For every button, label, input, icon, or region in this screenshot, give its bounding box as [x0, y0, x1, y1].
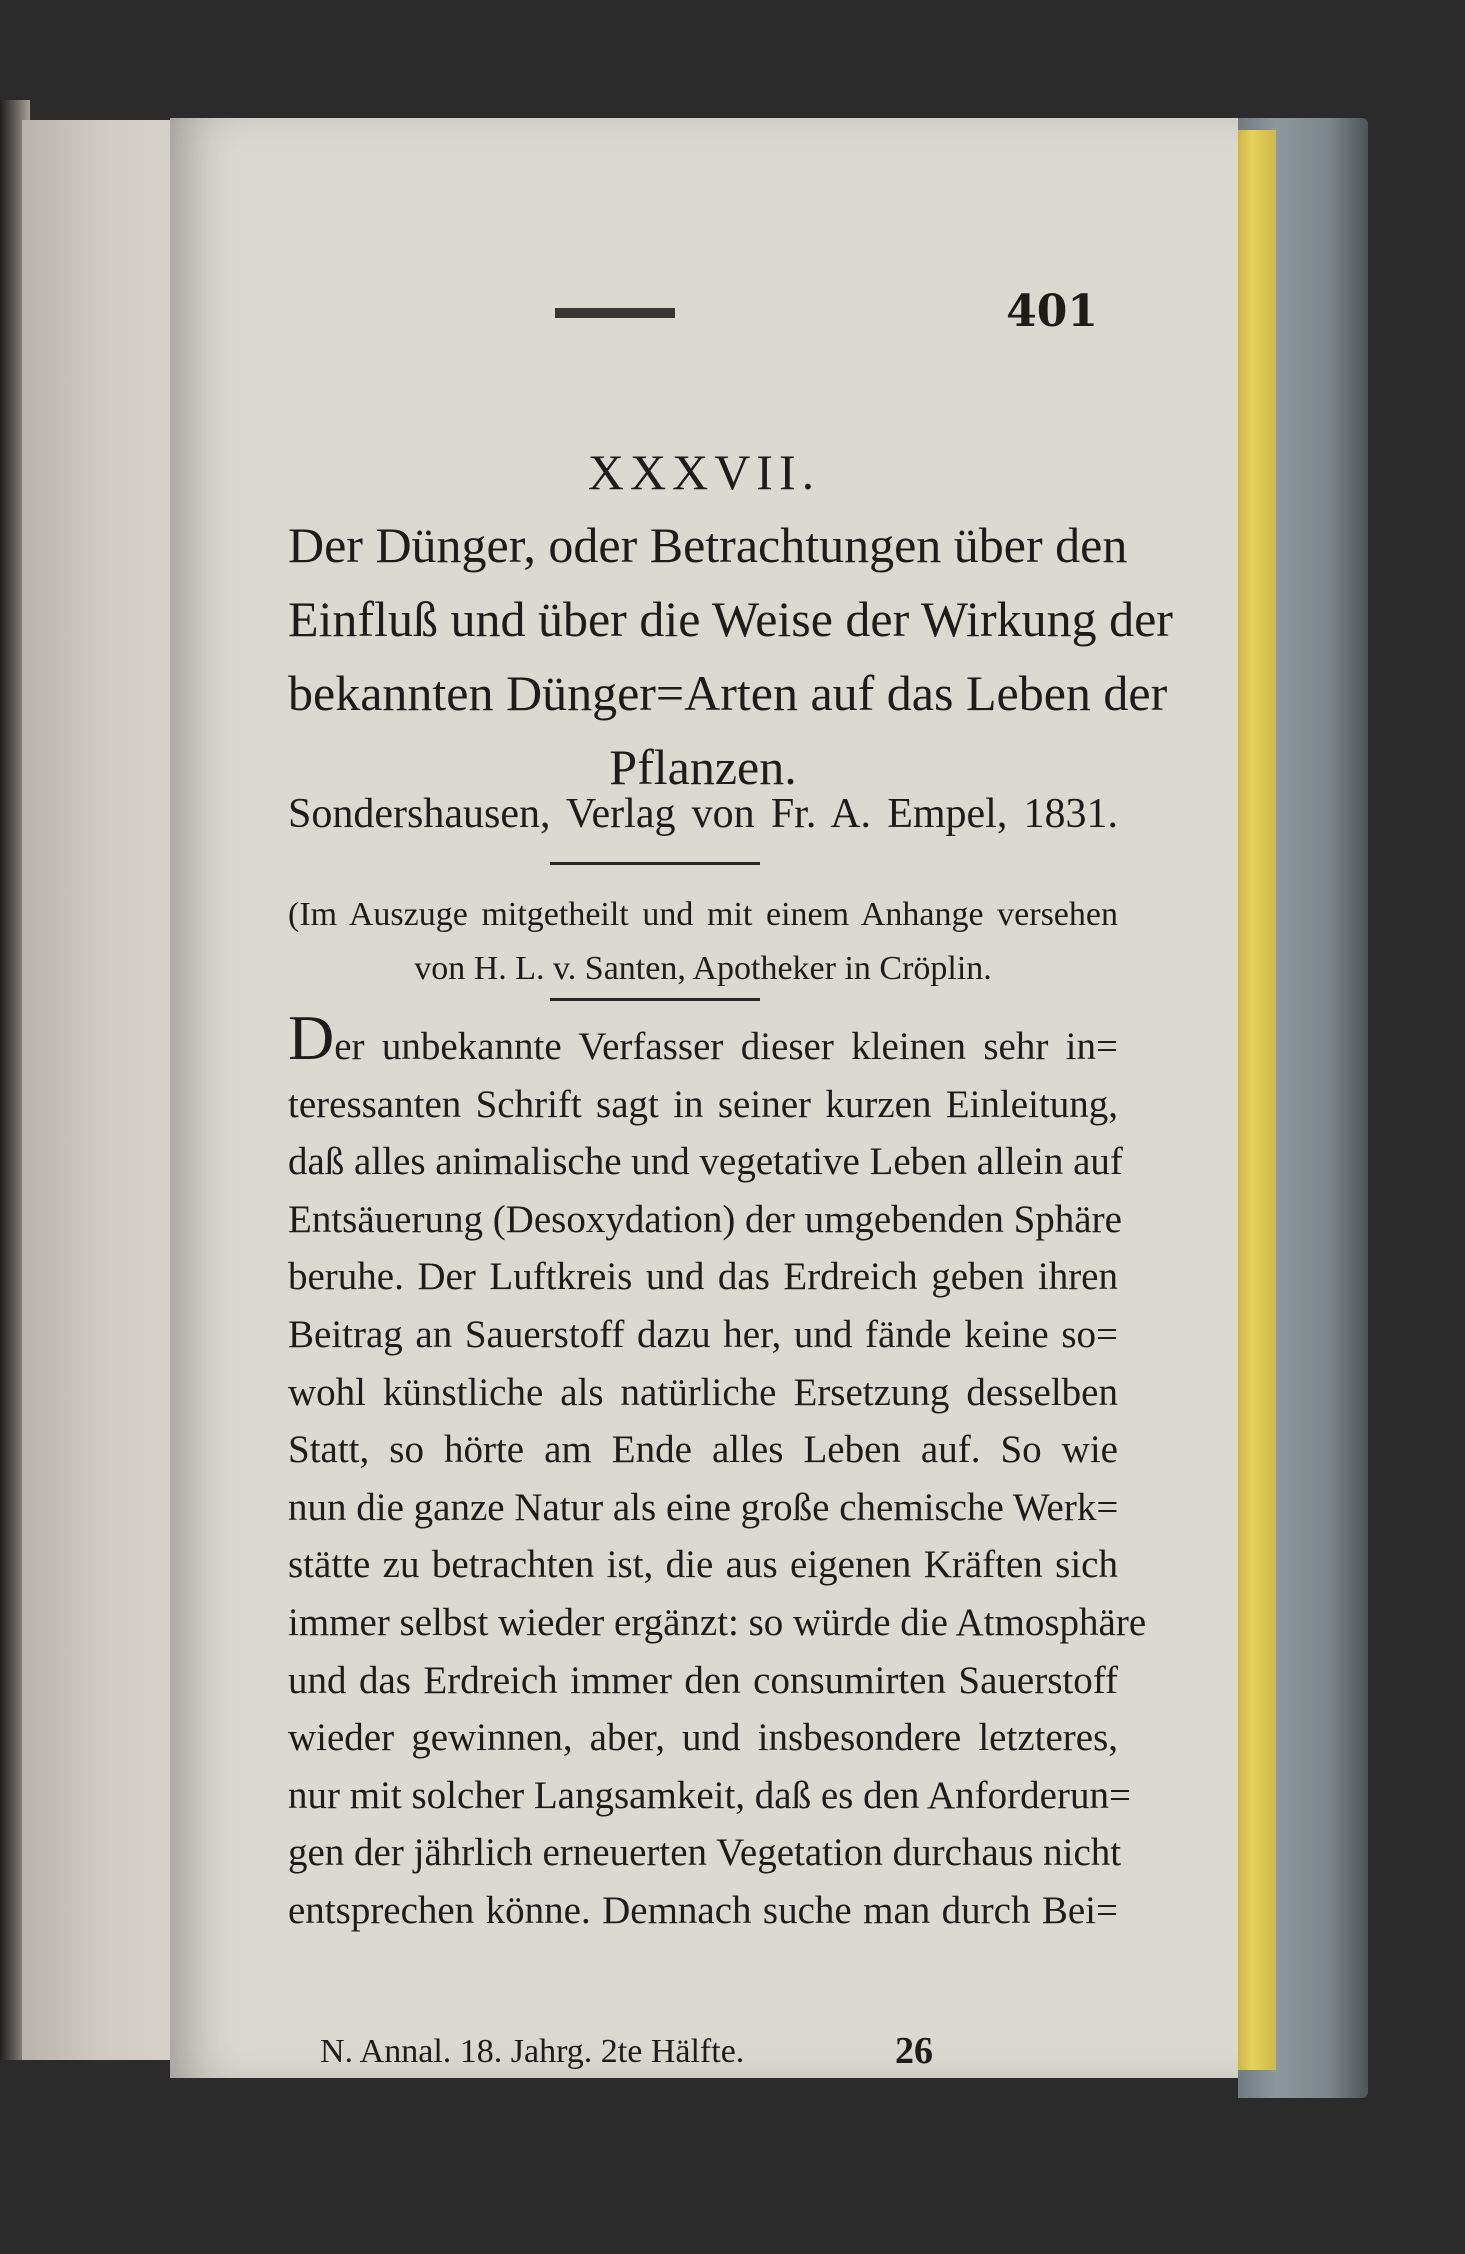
- body-line: entsprechen könne. Demnach suche man durch Bei=: [288, 1888, 1118, 1932]
- body-line: immer selbst wieder ergänzt: so würde die Atmosphäre: [288, 1600, 1147, 1644]
- title-line: Der Dünger, oder Betrachtungen über den: [288, 517, 1128, 573]
- body-line: teressanten Schrift sagt in seiner kurzen Einleitung,: [288, 1082, 1118, 1126]
- editorial-note: [288, 888, 1118, 996]
- chapter-number: XXXVII.: [587, 444, 821, 500]
- body-line: beruhe. Der Luftkreis und das Erdreich geben ihren: [288, 1255, 1118, 1299]
- imprint: Sondershausen, Verlag von Fr. A. Empel, 1831.: [288, 791, 1118, 837]
- sheet-number: 26: [895, 2030, 933, 2072]
- book-page: [170, 118, 1238, 2078]
- page-footer: [320, 2030, 1120, 2083]
- header-ornament: [555, 308, 675, 318]
- page-number: 401: [1006, 286, 1098, 337]
- body-line: Statt, so hörte am Ende alles Leben auf. So wie: [288, 1428, 1118, 1472]
- body-line: wohl künstliche als natürliche Ersetzung desselben: [288, 1370, 1118, 1414]
- body-line: daß alles animalische und vegetative Leben allein auf: [288, 1140, 1123, 1184]
- body-line: stätte zu betrachten ist, die aus eigenen Kräften sich: [288, 1543, 1118, 1587]
- page-edges: [1236, 130, 1276, 2070]
- title-line: Pflanzen.: [609, 739, 797, 795]
- body-line: wieder gewinnen, aber, und insbesondere letzteres,: [288, 1716, 1118, 1760]
- article-title: [288, 508, 1173, 804]
- body-text: [288, 1002, 1147, 1940]
- body-line: Entsäuerung (Desoxydation) der umgebenden Sphäre: [288, 1197, 1122, 1241]
- note-line: von H. L. v. Santen, Apotheker in Cröplin.: [414, 950, 992, 987]
- divider-rule: [550, 862, 760, 865]
- first-line-text: er unbekannte Verfasser dieser kleinen sehr in=: [334, 1025, 1118, 1068]
- drop-cap: D: [288, 1002, 335, 1073]
- divider-rule: [550, 998, 760, 1001]
- note-line: (Im Auszuge mitgetheilt und mit einem Anhange versehen: [288, 896, 1118, 933]
- title-line: Einfluß und über die Weise der Wirkung der: [288, 591, 1173, 647]
- facing-page: [22, 120, 182, 2060]
- body-line: gen der jährlich erneuerten Vegetation durchaus nicht: [288, 1831, 1122, 1875]
- title-line: bekannten Dünger=Arten auf das Leben der: [288, 665, 1168, 721]
- body-line: nur mit solcher Langsamkeit, daß es den Anforderun=: [288, 1773, 1131, 1817]
- body-line: [288, 1002, 1118, 1076]
- body-line: und das Erdreich immer den consumirten Sauerstoff: [288, 1658, 1118, 1702]
- body-line: Beitrag an Sauerstoff dazu her, und fände keine so=: [288, 1312, 1118, 1356]
- body-line: nun die ganze Natur als eine große chemische Werk=: [288, 1485, 1119, 1529]
- signature-mark: N. Annal. 18. Jahrg. 2te Hälfte.: [320, 2033, 745, 2070]
